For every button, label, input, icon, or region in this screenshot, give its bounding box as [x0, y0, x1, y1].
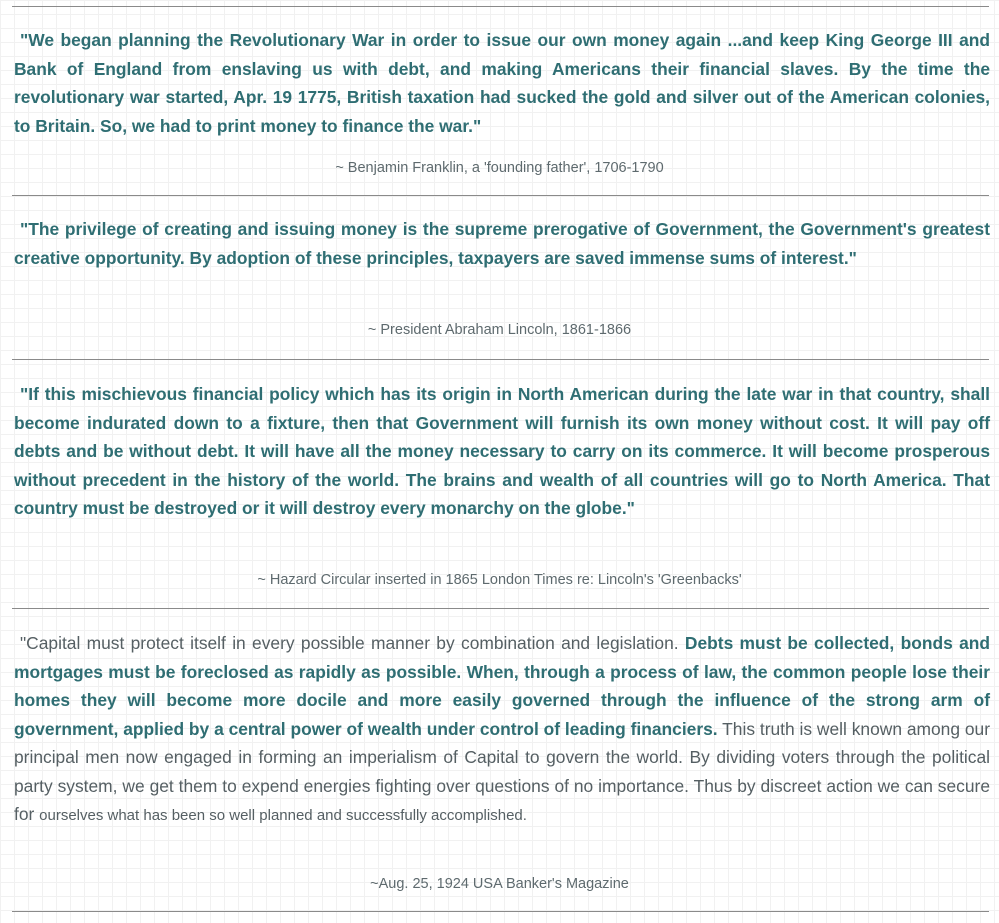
divider-top	[12, 6, 989, 7]
attribution-franklin: ~ Benjamin Franklin, a 'founding father', 1706-1790	[335, 160, 664, 176]
quote-bankers-part1: "Capital must protect itself in every possible manner by combination and legislation.	[20, 633, 685, 653]
divider-bottom	[12, 911, 989, 912]
quote-franklin: "We began planning the Revolutionary War in order to issue our own money again ...and keep King George III and Bank of England from enslaving us with debt, and making Americans their financial slaves. By the time the revolutionary war started, Apr. 19 1775, British taxation had sucked the gold and silver out of the American colonies, to Britain. So, we had to print money to finance the war."	[14, 30, 990, 136]
quote-hazard-circular: "If this mischievous financial policy which has its origin in North American during the late war in that country, shall become indurated down to a fixture, then that Government will furnish its own money without cost. It will pay off debts and be without debt. It will have all the money necessary to carry on its commerce. It will become prosperous without precedent in the history of the world. The brains and wealth of all countries will go to North America. That country must be destroyed or it will destroy every monarchy on the globe."	[14, 384, 990, 518]
attribution-bankers-magazine: ~Aug. 25, 1924 USA Banker's Magazine	[370, 876, 629, 892]
divider-3	[12, 608, 989, 609]
quote-bankers-bold: Debts must be collected, bonds and mortgages must be foreclosed as rapidly as possible. When, through a process of law, the common people lose their homes they will become more docile and more easily governed through the influence of the strong arm of government, applied by a central power of wealth under control of leading financiers.	[14, 633, 990, 739]
quote-bankers-small: ourselves what has been so well planned and successfully accomplished.	[39, 807, 527, 824]
quote-lincoln: "The privilege of creating and issuing money is the supreme prerogative of Government, the Government's greatest creative opportunity. By adoption of these principles, taxpayers are saved immense sums of interest."	[14, 219, 990, 268]
divider-1	[12, 195, 989, 196]
quote-bankers-part2: This truth is well known among our principal men now engaged in forming an imperialism of Capital to govern the world. By dividing voters through the political party system, we get them to expend energies fighting over questions of no importance. Thus by discreet action we can secure for	[14, 718, 990, 824]
attribution-hazard-circular: ~ Hazard Circular inserted in 1865 London Times re: Lincoln's 'Greenbacks'	[257, 572, 742, 588]
divider-2	[12, 359, 989, 360]
attribution-lincoln: ~ President Abraham Lincoln, 1861-1866	[367, 322, 632, 338]
quote-bankers-magazine	[14, 629, 990, 831]
